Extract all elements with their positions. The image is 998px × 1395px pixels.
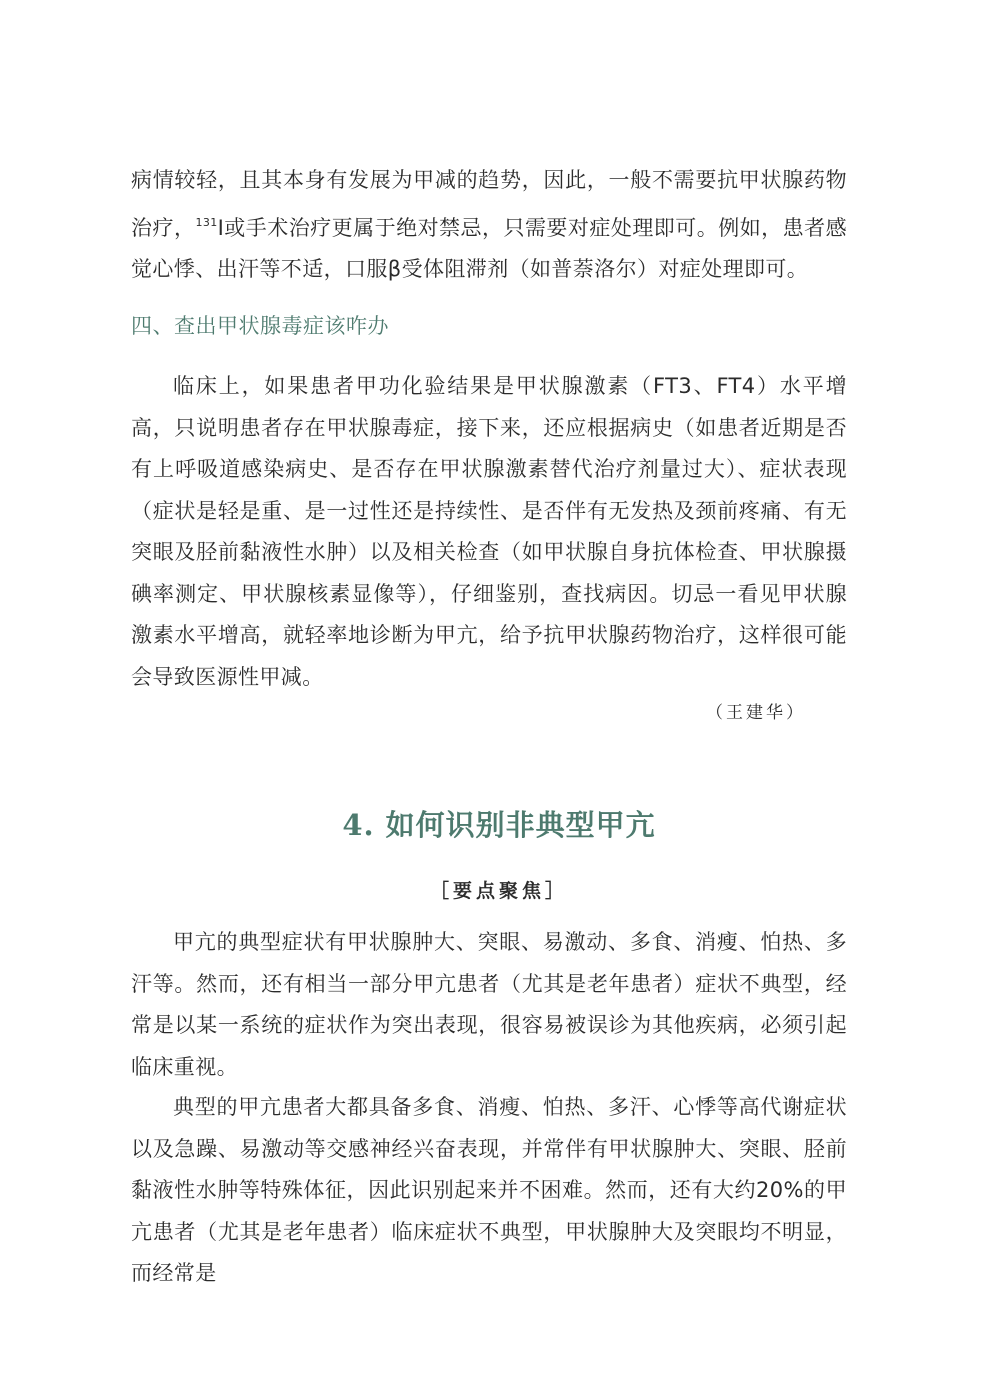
author-credit: （王建华） [706,703,806,723]
section-body [131,366,847,698]
chapter-paragraph: 典型的甲亢患者大都具备多食、消瘦、怕热、多汗、心悸等高代谢症状以及急躁、易激动等交感神经兴奋表现，并常伴有甲状腺肿大、突眼、胫前黏液性水肿等特殊体征，因此识别起来并不困难。然而，还有大约20%的甲亢患者（尤其是老年患者）临床症状不典型，甲状腺肿大及突眼均不明显，而经常是 [131,1095,847,1285]
continued-paragraph [131,160,847,291]
paragraph-text [131,160,847,291]
paragraph-text-part2: I或手术治疗更属于绝对禁忌，只需要对症处理即可。例如，患者感觉心悸、出汗等不适，口服β受体阻滞剂（如普萘洛尔）对症处理即可。 [131,215,847,281]
paragraph-text-part1: 病情较轻，且其本身有发展为甲减的趋势，因此，一般不需要抗甲状腺药物治疗， [131,168,847,240]
isotope-superscript: 131 [195,215,218,229]
chapter-title: 4. 如何识别非典型甲亢 [342,808,656,842]
key-points-body [131,922,847,1088]
key-points-heading: ［要点聚焦］ [429,880,568,902]
key-points-paragraph: 甲亢的典型症状有甲状腺肿大、突眼、易激动、多食、消瘦、怕热、多汗等。然而，还有相当一部分甲亢患者（尤其是老年患者）症状不典型，经常是以某一系统的症状作为突出表现，很容易被误诊为其他疾病，必须引起临床重视。 [131,930,847,1079]
section-paragraph: 临床上，如果患者甲功化验结果是甲状腺激素（FT3、FT4）水平增高，只说明患者存在甲状腺毒症，接下来，还应根据病史（如患者近期是否有上呼吸道感染病史、是否存在甲状腺激素替代治疗剂量过大）、症状表现（症状是轻是重、是一过性还是持续性、是否伴有无发热及颈前疼痛、有无突眼及胫前黏液性水肿）以及相关检查（如甲状腺自身抗体检查、甲状腺摄碘率测定、甲状腺核素显像等），仔细鉴别，查找病因。切忌一看见甲状腺激素水平增高，就轻率地诊断为甲亢，给予抗甲状腺药物治疗，这样很可能会导致医源性甲减。 [131,374,847,689]
section-heading: 四、查出甲状腺毒症该咋办 [131,314,389,338]
chapter-body [131,1087,847,1295]
